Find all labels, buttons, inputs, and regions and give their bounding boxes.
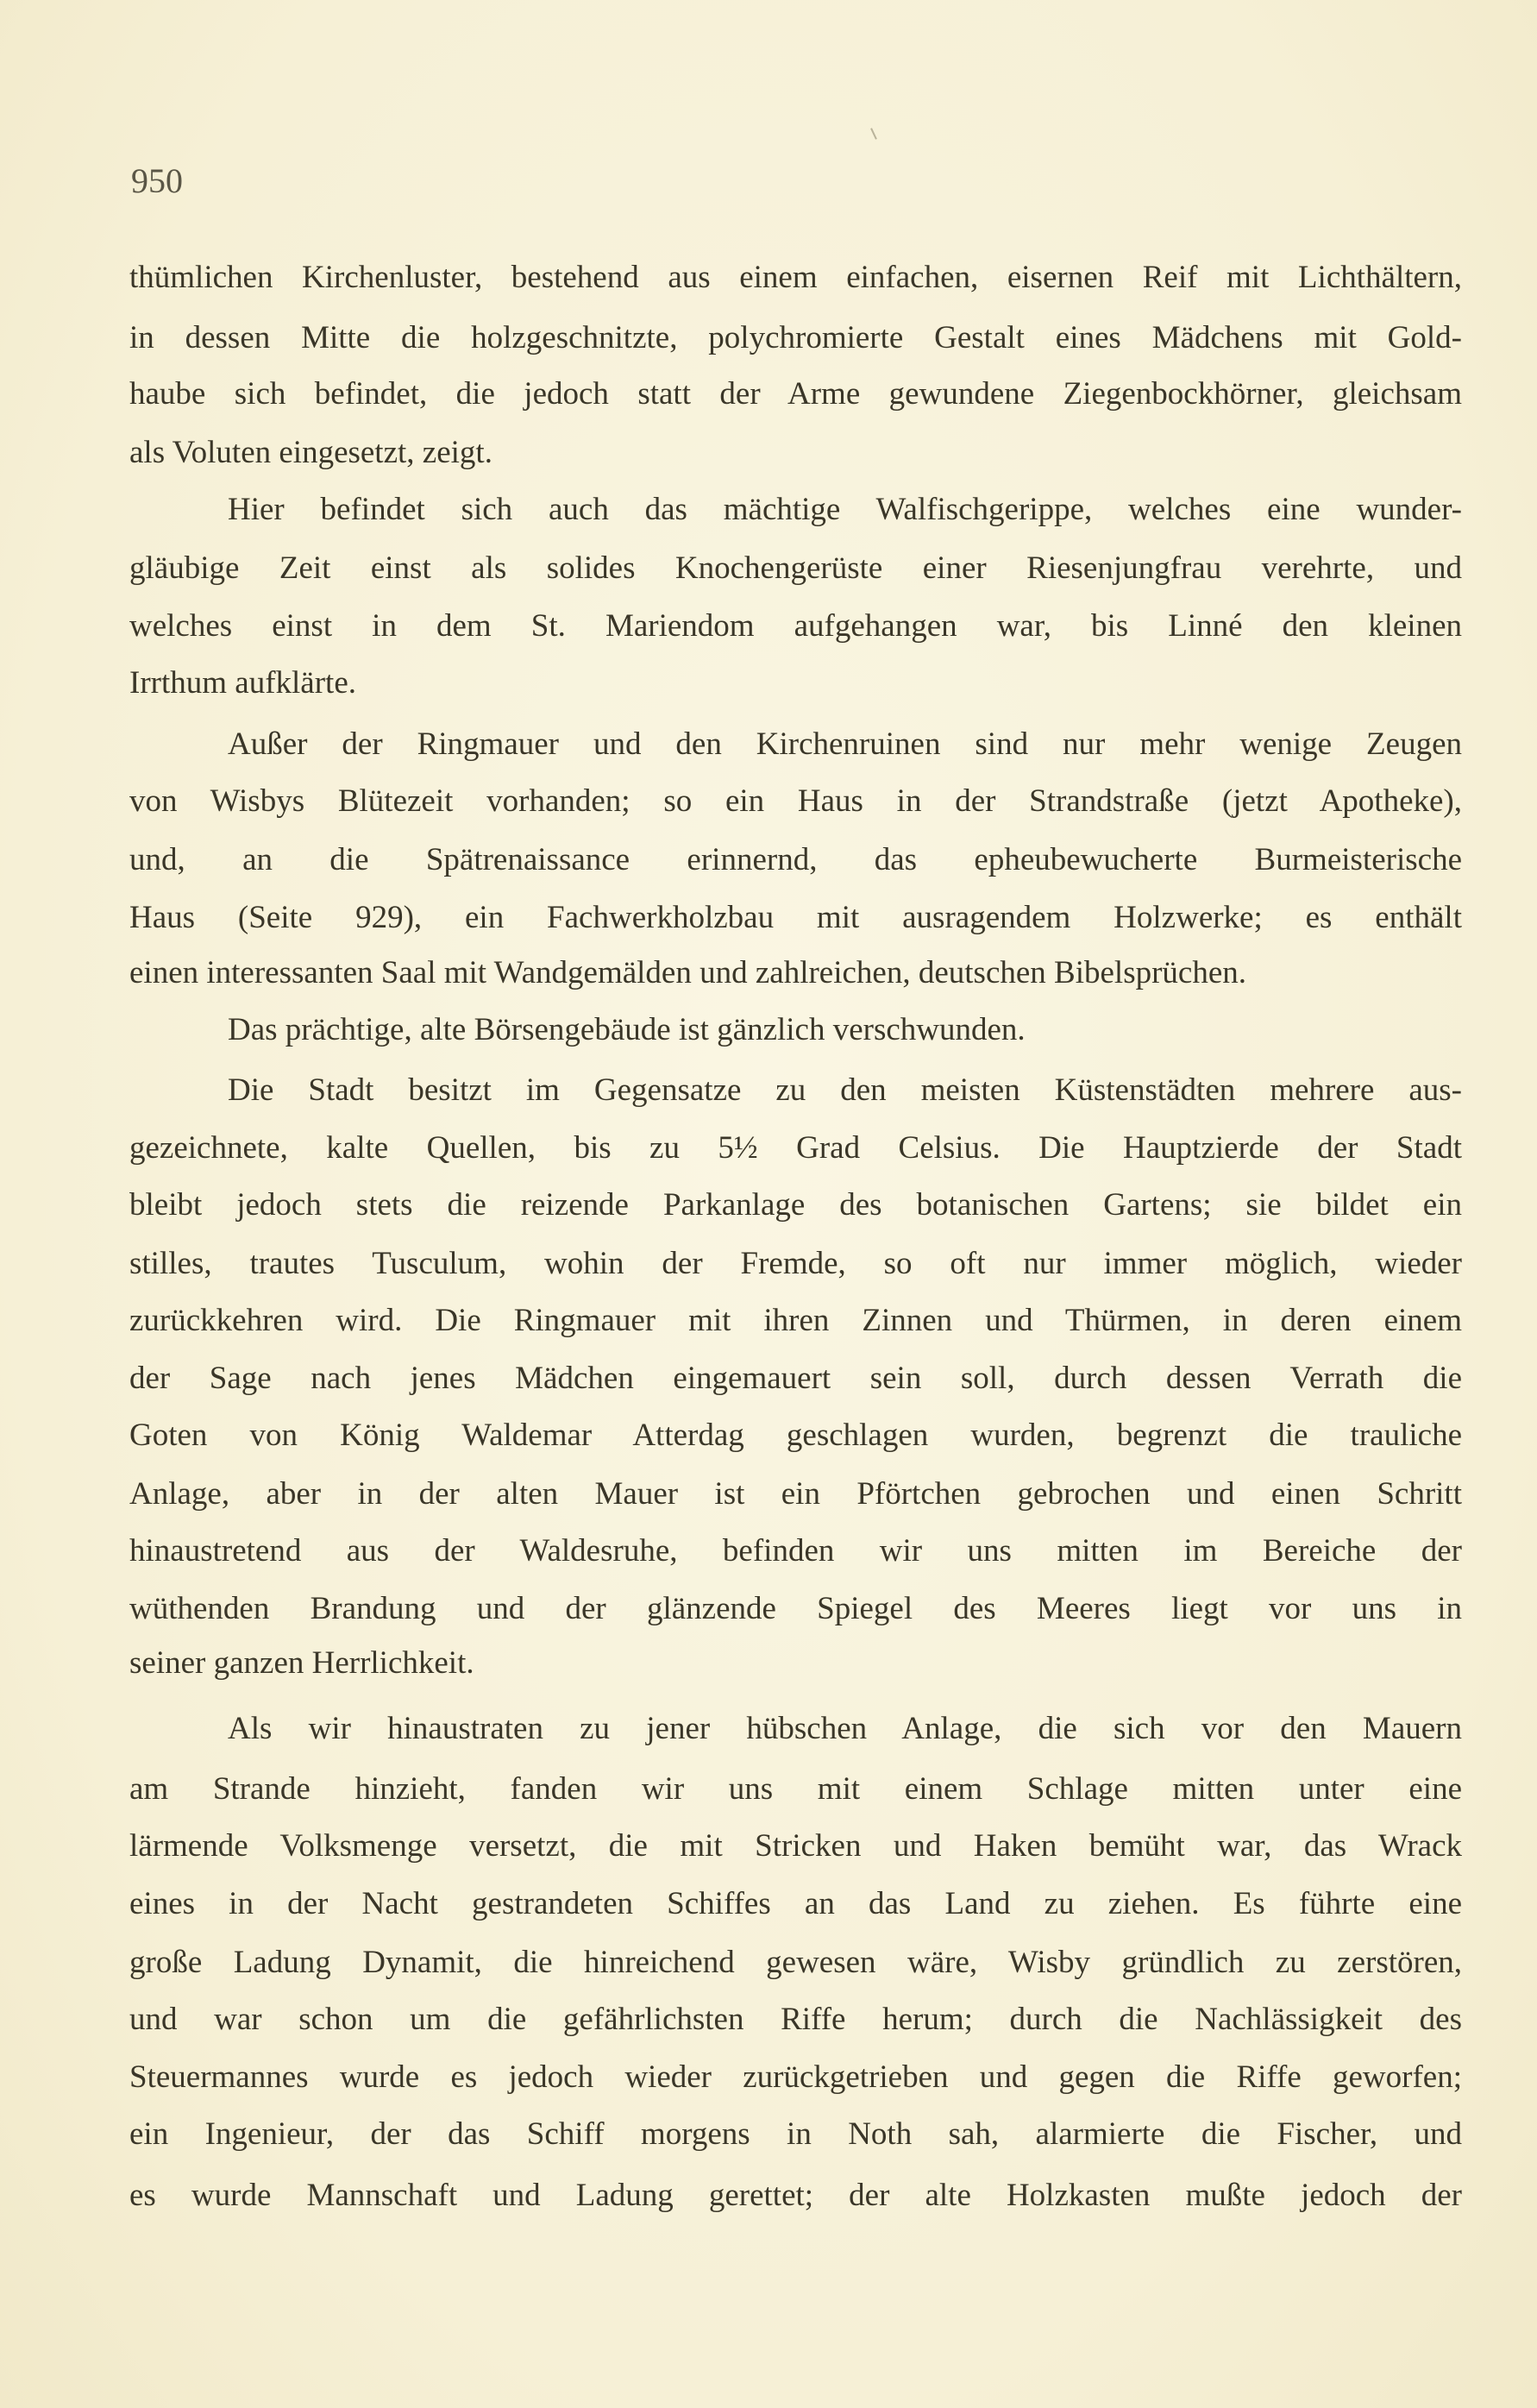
- text-line: seiner ganzen Herrlichkeit.: [129, 1645, 474, 1681]
- text-line: einen interessanten Saal mit Wandgemälden und zahlreichen, deutschen Bibelsprüchen.: [129, 955, 1247, 990]
- text-line: und, an die Spätrenaissance erinnernd, das epheubewucherte Burmeisterische: [129, 842, 1462, 877]
- text-line: von Wisbys Blütezeit vorhanden; so ein Haus in der Strandstraße (jetzt Apotheke),: [129, 783, 1462, 819]
- text-line: Hier befindet sich auch das mächtige Walfischgerippe, welches eine wunder-: [228, 492, 1462, 527]
- text-line: Goten von König Waldemar Atterdag geschlagen wurden, begrenzt die trauliche: [129, 1418, 1462, 1453]
- text-line: welches einst in dem St. Mariendom aufgehangen war, bis Linné den kleinen: [129, 608, 1462, 644]
- text-line: stilles, trautes Tusculum, wohin der Fremde, so oft nur immer möglich, wieder: [129, 1246, 1462, 1281]
- text-line: große Ladung Dynamit, die hinreichend gewesen wäre, Wisby gründlich zu zerstören,: [129, 1945, 1462, 1980]
- text-line: hinaustretend aus der Waldesruhe, befinden wir uns mitten im Bereiche der: [129, 1533, 1462, 1569]
- text-line: in dessen Mitte die holzgeschnitzte, polychromierte Gestalt eines Mädchens mit Gold-: [129, 320, 1462, 355]
- text-line: gläubige Zeit einst als solides Knochengerüste einer Riesenjungfrau verehrte, und: [129, 550, 1462, 586]
- text-line: bleibt jedoch stets die reizende Parkanlage des botanischen Gartens; sie bildet ein: [129, 1187, 1462, 1223]
- text-line: Die Stadt besitzt im Gegensatze zu den meisten Küstenstädten mehrere aus-: [228, 1072, 1462, 1108]
- page-number: 950: [131, 161, 183, 200]
- text-line: haube sich befindet, die jedoch statt der Arme gewundene Ziegenbockhörner, gleichsam: [129, 376, 1462, 412]
- text-line: Haus (Seite 929), ein Fachwerkholzbau mit ausragendem Holzwerke; es enthält: [129, 900, 1462, 935]
- scan-mark: [870, 128, 877, 140]
- text-line: eines in der Nacht gestrandeten Schiffes an das Land zu ziehen. Es führte eine: [129, 1886, 1462, 1921]
- text-line: als Voluten eingesetzt, zeigt.: [129, 435, 492, 470]
- text-line: es wurde Mannschaft und Ladung gerettet; der alte Holzkasten mußte jedoch der: [129, 2178, 1462, 2213]
- text-line: am Strande hinzieht, fanden wir uns mit einem Schlage mitten unter eine: [129, 1771, 1462, 1807]
- text-line: Irrthum aufklärte.: [129, 665, 356, 701]
- text-line: Außer der Ringmauer und den Kirchenruinen sind nur mehr wenige Zeugen: [228, 726, 1462, 762]
- text-line: gezeichnete, kalte Quellen, bis zu 5½ Grad Celsius. Die Hauptzierde der Stadt: [129, 1130, 1462, 1166]
- text-line: ein Ingenieur, der das Schiff morgens in Noth sah, alarmierte die Fischer, und: [129, 2116, 1462, 2152]
- text-line: wüthenden Brandung und der glänzende Spiegel des Meeres liegt vor uns in: [129, 1591, 1462, 1626]
- text-line: und war schon um die gefährlichsten Riffe herum; durch die Nachlässigkeit des: [129, 2002, 1462, 2037]
- text-line: Anlage, aber in der alten Mauer ist ein Pförtchen gebrochen und einen Schritt: [129, 1476, 1462, 1512]
- text-line: lärmende Volksmenge versetzt, die mit Stricken und Haken bemüht war, das Wrack: [129, 1828, 1462, 1864]
- text-line: der Sage nach jenes Mädchen eingemauert sein soll, durch dessen Verrath die: [129, 1361, 1462, 1396]
- text-line: Das prächtige, alte Börsengebäude ist gänzlich verschwunden.: [228, 1012, 1026, 1047]
- text-line: zurückkehren wird. Die Ringmauer mit ihren Zinnen und Thürmen, in deren einem: [129, 1303, 1462, 1338]
- text-line: thümlichen Kirchenluster, bestehend aus einem einfachen, eisernen Reif mit Lichthältern,: [129, 260, 1462, 295]
- text-line: Als wir hinaustraten zu jener hübschen Anlage, die sich vor den Mauern: [228, 1711, 1462, 1746]
- text-line: Steuermannes wurde es jedoch wieder zurückgetrieben und gegen die Riffe geworfen;: [129, 2059, 1462, 2095]
